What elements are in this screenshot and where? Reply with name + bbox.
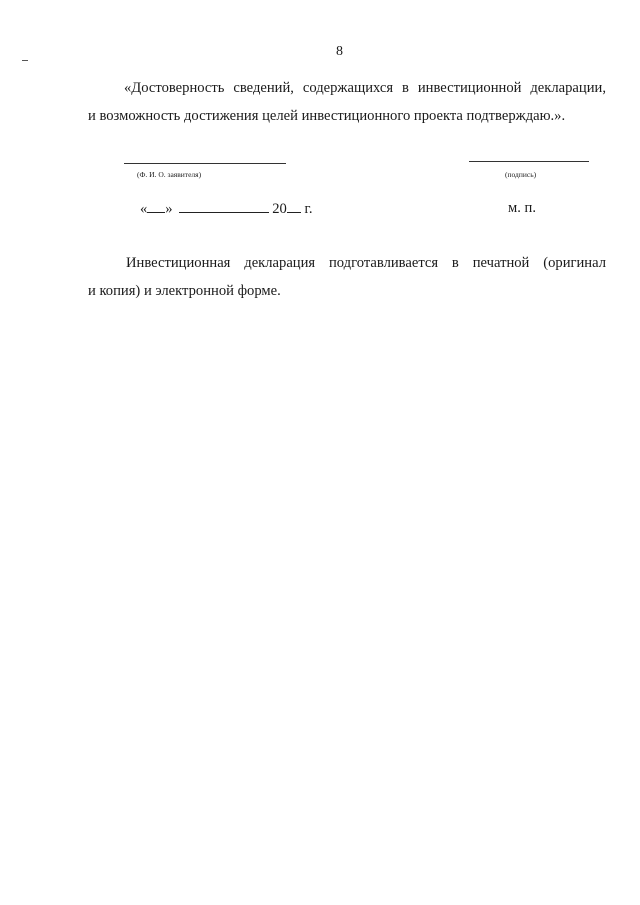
signature-caption: (подпись) [505, 170, 537, 179]
signature-line [469, 161, 589, 162]
scan-artifact-mark [22, 60, 28, 61]
stamp-label: м. п. [508, 200, 536, 216]
note-paragraph [88, 249, 606, 305]
note-line-1: Инвестиционная декларация подготавливается в печатной (оригинал [126, 255, 606, 271]
declaration-line-2: и возможность достижения целей инвестиционного проекта подтверждаю.». [88, 108, 566, 124]
page-number: 8 [336, 44, 343, 59]
day-blank [147, 200, 165, 213]
year-blank [287, 200, 301, 213]
year-prefix: 20 [272, 201, 287, 217]
fio-caption: (Ф. И. О. заявителя) [137, 170, 202, 179]
date-close-quote: » [165, 201, 173, 217]
note-line-2: и копия) и электронной форме. [88, 283, 281, 299]
fio-signature-line [124, 163, 286, 164]
year-suffix: г. [304, 201, 313, 217]
declaration-paragraph [88, 74, 606, 130]
date-row [140, 200, 313, 218]
month-blank [179, 200, 269, 213]
declaration-line-1: «Достоверность сведений, содержащихся в инвестиционной декларации, [124, 80, 606, 96]
date-open-quote: « [140, 201, 148, 217]
